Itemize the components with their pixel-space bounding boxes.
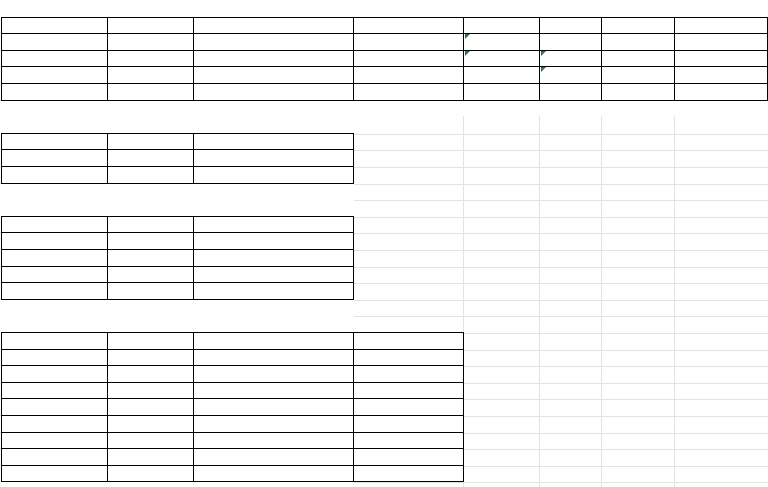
table-cell[interactable] [108,267,194,284]
column-header[interactable] [0,217,108,234]
table-cell[interactable] [675,34,768,51]
table-cell[interactable] [0,250,108,267]
column-header[interactable] [194,217,354,234]
table-cell[interactable] [194,449,354,466]
table-cell[interactable] [540,34,602,51]
table-cell[interactable] [602,67,675,84]
table-cell[interactable] [108,466,194,483]
table-cell[interactable] [194,416,354,433]
empty-grid-line [354,217,768,218]
table-cell[interactable] [108,150,194,167]
table-cell[interactable] [464,84,540,101]
table-cell[interactable] [108,433,194,450]
table-cell[interactable] [0,416,108,433]
table-cell[interactable] [194,283,354,300]
empty-grid-line [354,283,768,284]
table-cell[interactable] [540,51,602,68]
table-cell[interactable] [675,67,768,84]
table-cell[interactable] [194,466,354,483]
table-cell[interactable] [354,51,464,68]
empty-grid-line [354,300,768,301]
table-cell[interactable] [194,67,354,84]
table-cell[interactable] [540,84,602,101]
table-cell[interactable] [194,250,354,267]
table-cell[interactable] [0,383,108,400]
table-cell[interactable] [464,34,540,51]
column-header[interactable] [0,134,108,151]
table-cell[interactable] [354,399,464,416]
column-header[interactable] [108,134,194,151]
empty-grid-line [354,150,768,151]
table-cell[interactable] [0,67,108,84]
column-header[interactable] [194,333,354,350]
column-header[interactable] [464,18,540,35]
empty-grid-line [539,116,540,487]
empty-grid-line [354,482,768,483]
table-cell[interactable] [0,167,108,184]
table-cell[interactable] [108,233,194,250]
column-header[interactable] [0,333,108,350]
table-cell[interactable] [464,51,540,68]
table-cell[interactable] [354,416,464,433]
table-cell[interactable] [354,34,464,51]
table-cell[interactable] [0,466,108,483]
empty-grid-line [354,250,768,251]
table-cell[interactable] [108,34,194,51]
empty-grid-line [354,316,768,317]
table-title [0,1,200,18]
table-cell[interactable] [354,366,464,383]
column-header[interactable] [354,18,464,35]
table-cell[interactable] [194,233,354,250]
column-header[interactable] [0,18,108,35]
table-cell[interactable] [194,366,354,383]
table-cell[interactable] [194,350,354,367]
table-title [0,316,200,333]
column-header[interactable] [194,18,354,35]
table-cell[interactable] [0,150,108,167]
number-as-text-indicator[interactable] [465,51,470,56]
table-cell[interactable] [108,283,194,300]
empty-grid-line [601,116,602,487]
table-cell[interactable] [108,84,194,101]
table-cell[interactable] [108,449,194,466]
table-cell[interactable] [108,51,194,68]
table-title [0,200,200,217]
table-cell[interactable] [0,399,108,416]
column-header[interactable] [108,333,194,350]
table-cell[interactable] [354,350,464,367]
table-cell[interactable] [194,150,354,167]
table-cell[interactable] [108,250,194,267]
table-cell[interactable] [0,267,108,284]
table-cell[interactable] [602,51,675,68]
table-cell[interactable] [194,84,354,101]
column-header[interactable] [194,134,354,151]
column-header[interactable] [354,333,464,350]
column-header[interactable] [675,18,768,35]
empty-grid-line [354,184,768,185]
table-cell[interactable] [194,167,354,184]
table-cell[interactable] [0,433,108,450]
empty-grid-line [674,116,675,487]
empty-grid-line [354,200,768,201]
table-cell[interactable] [0,283,108,300]
table-cell[interactable] [108,416,194,433]
column-header[interactable] [108,217,194,234]
table-cell[interactable] [194,399,354,416]
empty-grid-line [354,134,768,135]
number-as-text-indicator[interactable] [465,34,470,39]
table-cell[interactable] [194,383,354,400]
number-as-text-indicator[interactable] [541,67,546,72]
table-cell[interactable] [540,67,602,84]
table-cell[interactable] [0,366,108,383]
table-cell[interactable] [354,449,464,466]
column-header[interactable] [540,18,602,35]
table-cell[interactable] [0,350,108,367]
table-cell[interactable] [602,34,675,51]
table-cell[interactable] [194,51,354,68]
table-cell[interactable] [108,350,194,367]
table-cell[interactable] [108,366,194,383]
table-cell[interactable] [0,34,108,51]
table-cell[interactable] [354,67,464,84]
empty-grid-line [354,233,768,234]
empty-grid-line [354,267,768,268]
table-cell[interactable] [0,233,108,250]
table-cell[interactable] [0,51,108,68]
table-cell[interactable] [0,84,108,101]
table-cell[interactable] [194,267,354,284]
table-cell[interactable] [108,383,194,400]
table-title [0,117,200,134]
table-cell[interactable] [354,84,464,101]
table-cell[interactable] [354,433,464,450]
table-cell[interactable] [464,67,540,84]
table-cell[interactable] [194,433,354,450]
table-cell[interactable] [354,466,464,483]
table-cell[interactable] [354,383,464,400]
number-as-text-indicator[interactable] [541,51,546,56]
column-header[interactable] [602,18,675,35]
table-cell[interactable] [108,167,194,184]
table-cell[interactable] [108,399,194,416]
table-cell[interactable] [675,51,768,68]
empty-grid-line [354,167,768,168]
table-cell[interactable] [0,449,108,466]
table-cell[interactable] [108,67,194,84]
table-cell[interactable] [602,84,675,101]
column-header[interactable] [108,18,194,35]
table-cell[interactable] [194,34,354,51]
table-cell[interactable] [675,84,768,101]
